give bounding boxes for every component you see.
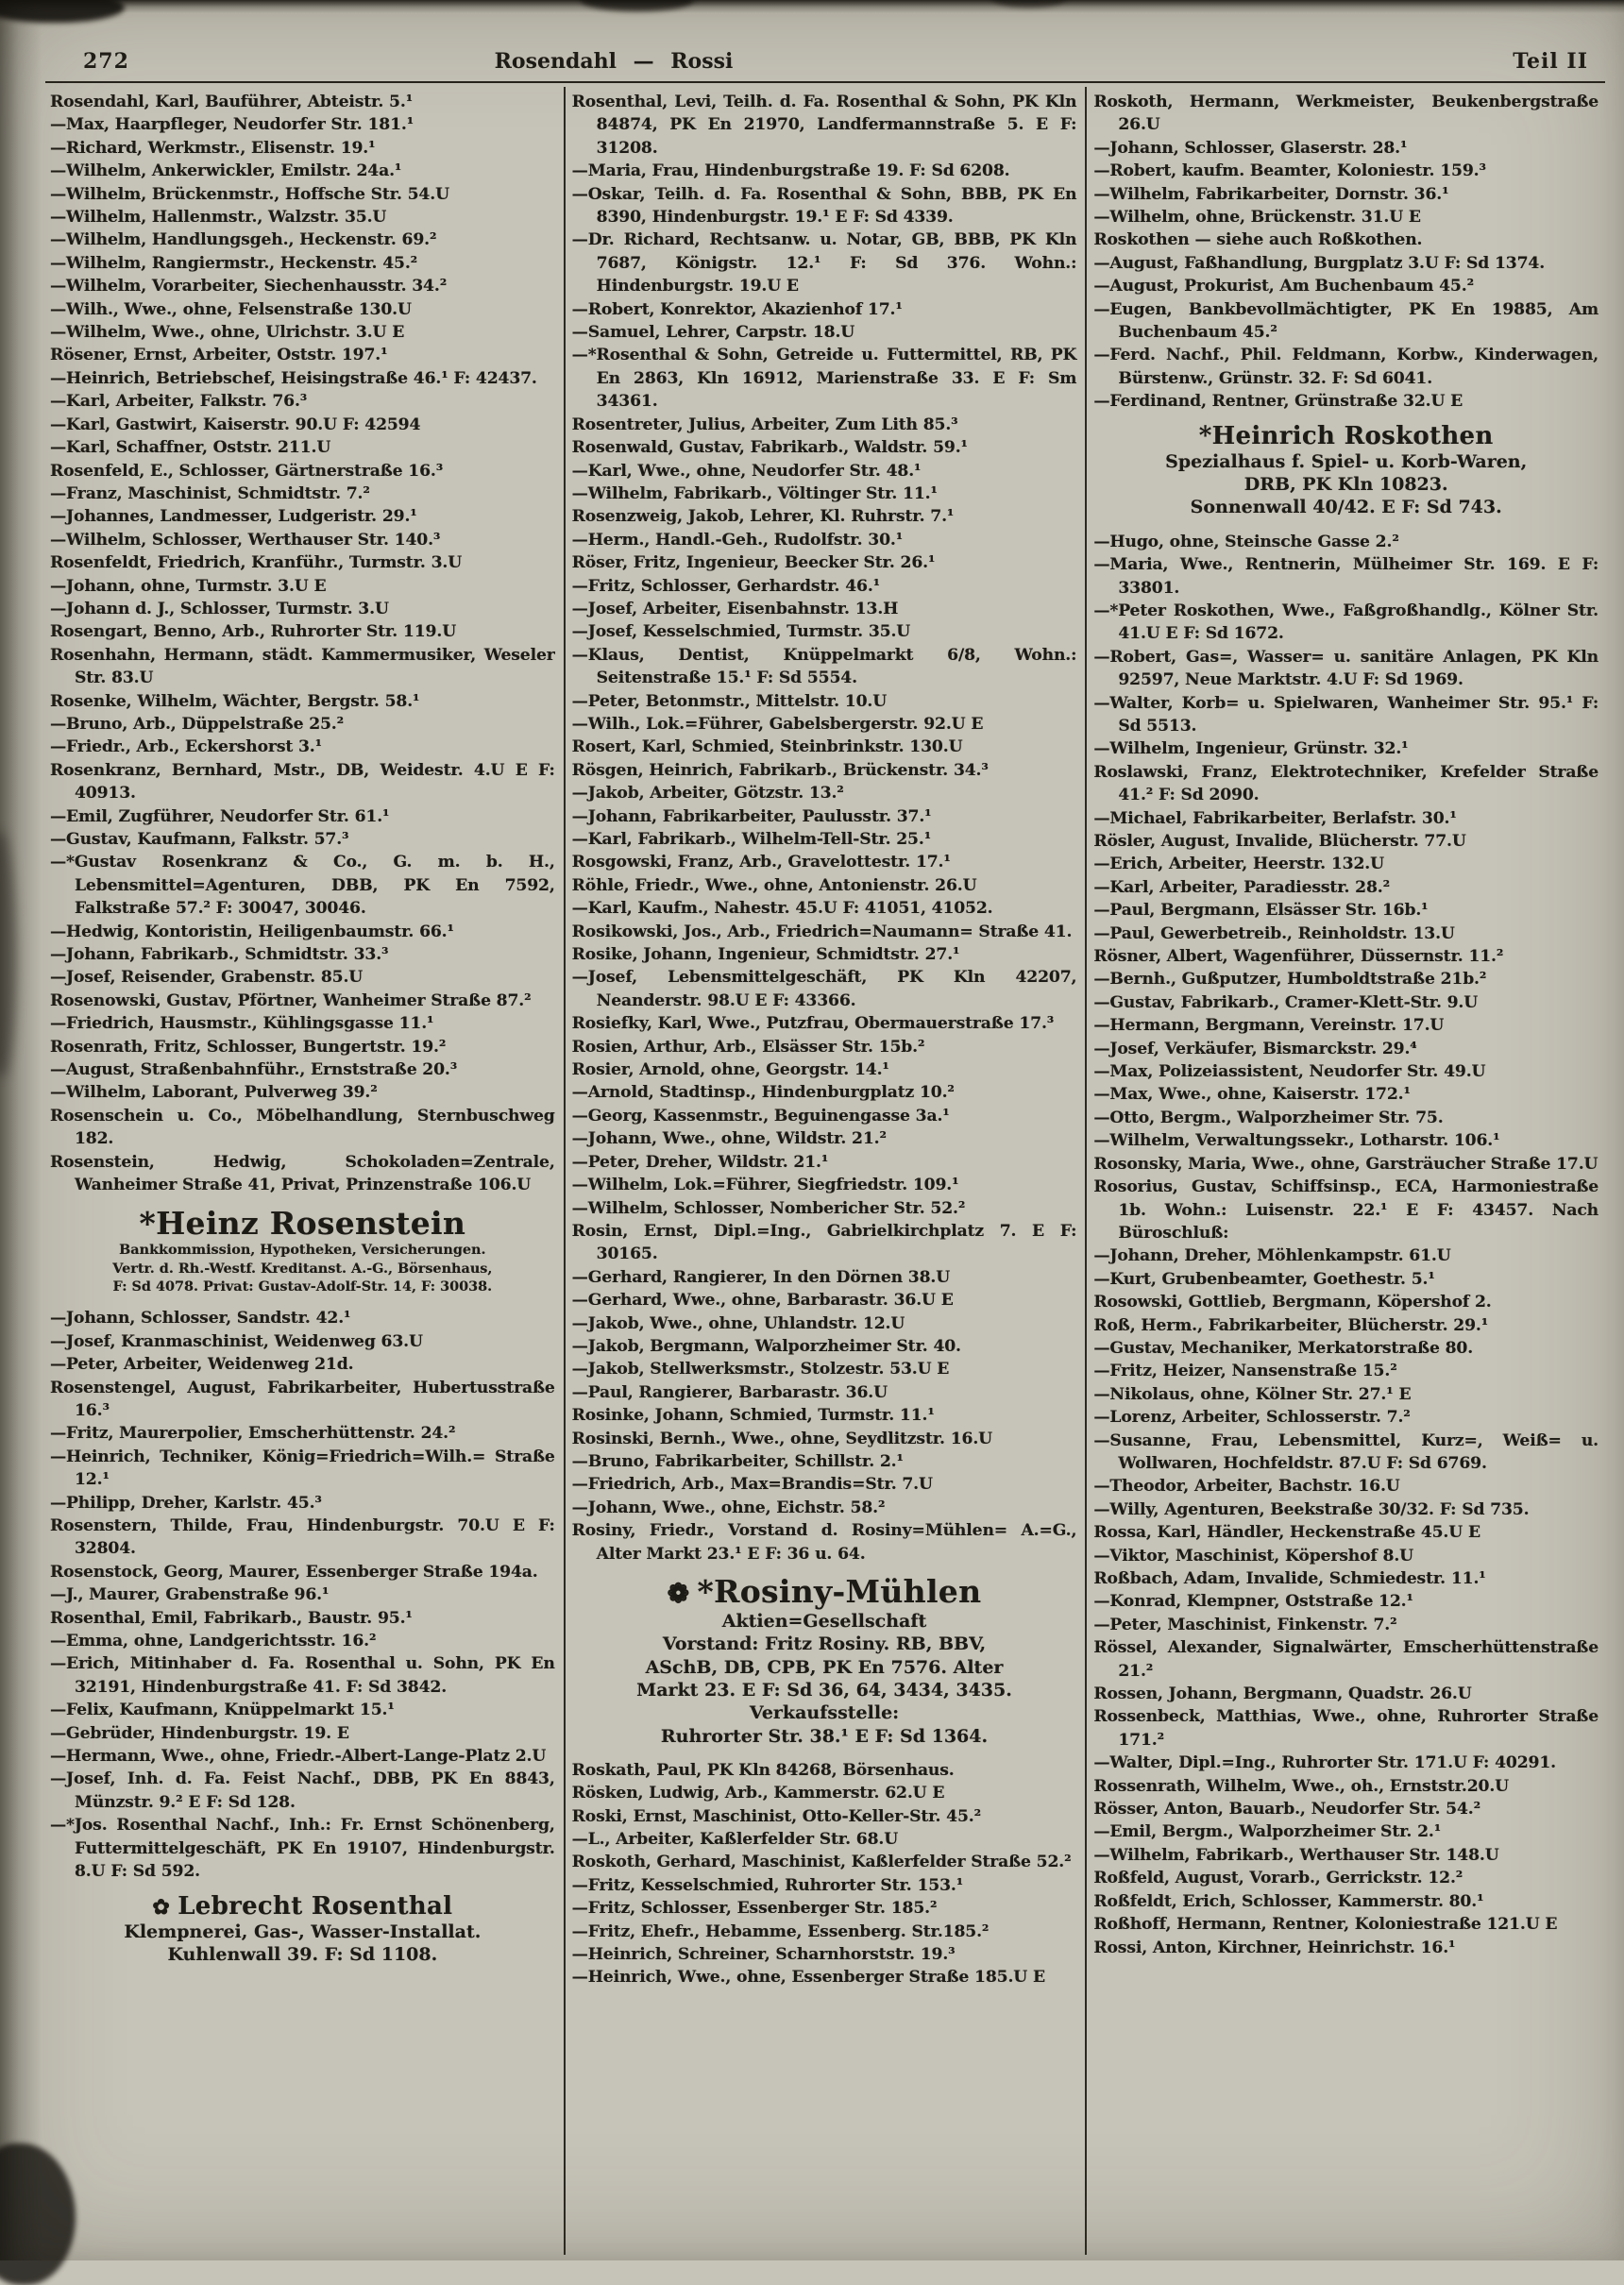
directory-entry: —Johann, ohne, Turmstr. 3.U E	[50, 576, 327, 596]
directory-entry: Rössel, Alexander, Signalwärter, Emscherhüttenstraße 21.²	[1093, 1638, 1599, 1681]
directory-entry: Rossi, Anton, Kirchner, Heinrichstr. 16.¹	[1093, 1938, 1456, 1957]
directory-entry: Rosikowski, Jos., Arb., Friedrich=Naumann= Straße 41.	[571, 922, 1073, 941]
directory-entry: Roslawski, Franz, Elektrotechniker, Krefelder Straße 41.² F: Sd 2090.	[1093, 762, 1599, 805]
directory-entry: Rosenstein, Hedwig, Schokoladen=Zentrale, Wanheimer Straße 41, Privat, Prinzenstraße 106.U	[50, 1152, 555, 1195]
directory-entry: —Gustav, Kaufmann, Falkstr. 57.³	[50, 830, 349, 849]
directory-entry: —Jakob, Stellwerksmstr., Stolzestr. 53.U E	[571, 1360, 950, 1379]
directory-entry: —Susanne, Frau, Lebensmittel, Kurz=, Weiß= u. Wollwaren, Hochfeldstr. 87.U F: Sd 6769.	[1093, 1430, 1599, 1473]
directory-entry: —Josef, Kranmaschinist, Weidenweg 63.U	[50, 1331, 423, 1351]
directory-entry: —Wilhelm, Fabrikarb., Völtinger Str. 11.¹	[571, 483, 938, 503]
directory-entry: Roski, Ernst, Maschinist, Otto-Keller-Str. 45.²	[571, 1806, 981, 1826]
directory-entry: —*Peter Roskothen, Wwe., Faßgroßhandlg., Kölner Str. 41.U E F: Sd 1672.	[1093, 601, 1599, 644]
directory-entry: —Wilhelm, Schlosser, Nombericher Str. 52.²	[571, 1198, 966, 1218]
directory-entry: —August, Faßhandlung, Burgplatz 3.U F: Sd 1374.	[1093, 253, 1546, 273]
directory-entry: —August, Prokurist, Am Buchenbaum 45.²	[1093, 277, 1474, 296]
directory-entry: Rösken, Ludwig, Arb., Kammerstr. 62.U E	[571, 1784, 945, 1803]
directory-entry: —Wilh., Lok.=Führer, Gabelsbergerstr. 92.U E	[571, 714, 984, 734]
directory-entry: Rossenbeck, Matthias, Wwe., ohne, Ruhrorter Straße 171.²	[1093, 1707, 1599, 1750]
directory-entry: —Fritz, Schlosser, Essenberger Str. 185.²	[571, 1899, 938, 1919]
scan-edge-top	[0, 0, 1624, 13]
directory-entry: —Josef, Reisender, Grabenstr. 85.U	[50, 968, 364, 988]
directory-entry: —Robert, Konrektor, Akazienhof 17.¹	[571, 299, 903, 319]
running-head: Rosendahl — Rossi	[494, 49, 734, 74]
advert-line: Sonnenwall 40/42. E F: Sd 743.	[1190, 497, 1502, 518]
directory-entry: —*Gustav Rosenkranz & Co., G. m. b. H., Lebensmittel=Agenturen, DBB, PK En 7592, Falkstraße 57.² F: 30047, 30046.	[50, 853, 555, 919]
directory-entry: —Franz, Maschinist, Schmidtstr. 7.²	[50, 483, 370, 503]
directory-entry: —August, Straßenbahnführ., Ernststraße 20.³	[50, 1060, 458, 1080]
directory-entry: Rosenstengel, August, Fabrikarbeiter, Hubertusstraße 16.³	[50, 1378, 555, 1420]
directory-entry: —Johann, Wwe., ohne, Eichstr. 58.²	[571, 1498, 886, 1517]
directory-entry: —Willy, Agenturen, Beekstraße 30/32. F: Sd 735.	[1093, 1499, 1530, 1519]
directory-entry: —Paul, Bergmann, Elsässer Str. 16b.¹	[1093, 901, 1429, 921]
directory-entry: —Wilhelm, Handlungsgeh., Heckenstr. 69.²	[50, 230, 437, 250]
directory-entry: —Paul, Rangierer, Barbarastr. 36.U	[571, 1382, 888, 1402]
advert-block	[52, 1893, 553, 1967]
directory-entry: Rosien, Arthur, Arb., Elsässer Str. 15b.²	[571, 1037, 925, 1057]
directory-entry: —Gerhard, Rangierer, In den Dörnen 38.U	[571, 1267, 951, 1287]
directory-entry: Rosorius, Gustav, Schiffsinsp., ECA, Harmoniestraße 1b. Wohn.: Luisenstr. 22.¹ E F: 43457. Nach Büroschluß:	[1093, 1177, 1599, 1243]
directory-entry: —Wilhelm, Ankerwickler, Emilstr. 24a.¹	[50, 161, 402, 181]
directory-entry: —Wilhelm, Vorarbeiter, Siechenhausstr. 34.²	[50, 277, 448, 296]
directory-entry: —Karl, Wwe., ohne, Neudorfer Str. 48.¹	[571, 461, 922, 481]
directory-entry: —Heinrich, Techniker, König=Friedrich=Wilh.= Straße 12.¹	[50, 1447, 555, 1490]
directory-entry: —Heinrich, Betriebschef, Heisingstraße 46.¹ F: 42437.	[50, 368, 537, 388]
directory-entry: Rosinski, Bernh., Wwe., ohne, Seydlitzstr. 16.U	[571, 1429, 993, 1448]
directory-entry: —Max, Haarpfleger, Neudorfer Str. 181.¹	[50, 115, 414, 135]
directory-entry: —Fritz, Ehefr., Hebamme, Essenberg. Str.185.²	[571, 1921, 990, 1941]
directory-entry: —J., Maurer, Grabenstraße 96.¹	[50, 1585, 330, 1605]
directory-entry: Rossa, Karl, Händler, Heckenstraße 45.U E	[1093, 1523, 1480, 1543]
directory-entry: Rosenfeld, E., Schlosser, Gärtnerstraße 16.³	[50, 461, 444, 481]
directory-entry: Rosendahl, Karl, Bauführer, Abteistr. 5.¹	[50, 93, 414, 111]
directory-entry: —Wilh., Wwe., ohne, Felsenstraße 130.U	[50, 299, 412, 319]
directory-entry: Rosenowski, Gustav, Pförtner, Wanheimer Straße 87.²	[50, 990, 532, 1010]
directory-entry: —Wilhelm, Laborant, Pulverweg 39.²	[50, 1083, 378, 1103]
directory-entry: Röser, Fritz, Ingenieur, Beecker Str. 26.¹	[571, 553, 936, 573]
directory-entry: —Friedr., Arb., Eckershorst 3.¹	[50, 737, 322, 757]
directory-entry: Roskoth, Hermann, Werkmeister, Beukenbergstraße 26.U	[1093, 93, 1599, 135]
directory-entry: —Emil, Bergm., Walporzheimer Str. 2.¹	[1093, 1822, 1442, 1842]
directory-entry: —Maria, Frau, Hindenburgstraße 19. F: Sd 6208.	[571, 161, 1010, 181]
advert-line: Aktien=Gesellschaft	[721, 1610, 927, 1632]
directory-entry: —Felix, Kaufmann, Knüppelmarkt 15.¹	[50, 1701, 395, 1720]
directory-entry: —Fritz, Schlosser, Gerhardstr. 46.¹	[571, 576, 881, 596]
directory-entry: —Josef, Inh. d. Fa. Feist Nachf., DBB, PK En 8843, Münzstr. 9.² E F: Sd 128.	[50, 1769, 555, 1812]
directory-entry: —Dr. Richard, Rechtsanw. u. Notar, GB, BBB, PK Kln 7687, Königstr. 12.¹ F: Sd 376. Wohn.: Hindenburgstr. 19.U E	[571, 230, 1077, 296]
directory-entry: —Jakob, Wwe., ohne, Uhlandstr. 12.U	[571, 1313, 905, 1333]
directory-entry: Rösner, Albert, Wagenführer, Düssernstr. 11.²	[1093, 947, 1504, 967]
directory-entry: —Wilhelm, Fabrikarb., Werthauser Str. 148.U	[1093, 1845, 1499, 1865]
directory-entry: Roßhoff, Hermann, Rentner, Koloniestraße 121.U E	[1093, 1915, 1558, 1935]
directory-entry: —Karl, Arbeiter, Falkstr. 76.³	[50, 392, 308, 412]
directory-entry: —Samuel, Lehrer, Carpstr. 18.U	[571, 323, 855, 343]
directory-entry: —Peter, Betonmstr., Mittelstr. 10.U	[571, 691, 888, 711]
directory-entry: —Heinrich, Schreiner, Scharnhorststr. 19.³	[571, 1945, 956, 1965]
directory-entry: Rosenke, Wilhelm, Wächter, Bergstr. 58.¹	[50, 691, 420, 711]
directory-entry: —Richard, Werkmstr., Elisenstr. 19.¹	[50, 138, 376, 158]
directory-entry: —Wilhelm, ohne, Brückenstr. 31.U E	[1093, 208, 1421, 228]
directory-entry: —Ferdinand, Rentner, Grünstraße 32.U E	[1093, 392, 1463, 412]
directory-entry: —Nikolaus, ohne, Kölner Str. 27.¹ E	[1093, 1384, 1412, 1404]
directory-entry: —Konrad, Klempner, Oststraße 12.¹	[1093, 1592, 1413, 1612]
directory-entry: Rosenzweig, Jakob, Lehrer, Kl. Ruhrstr. 7.¹	[571, 507, 955, 527]
advert-title: *Heinz Rosenstein	[139, 1204, 466, 1242]
directory-entry: Rosenhahn, Hermann, städt. Kammermusiker, Weseler Str. 83.U	[50, 645, 555, 688]
directory-entry: —Robert, kaufm. Beamter, Koloniestr. 159.³	[1093, 161, 1486, 181]
advert-line: Spezialhaus f. Spiel- u. Korb-Waren,	[1165, 450, 1528, 472]
column-1	[43, 87, 564, 2255]
directory-entry: —Erich, Arbeiter, Heerstr. 132.U	[1093, 855, 1384, 874]
directory-entry: Rösener, Ernst, Arbeiter, Oststr. 197.¹	[50, 346, 388, 365]
directory-entry: —Max, Polizeiassistent, Neudorfer Str. 49.U	[1093, 1062, 1486, 1082]
advert-title: *Heinrich Roskothen	[1198, 421, 1494, 450]
advert-line: Kuhlenwall 39. F: Sd 1108.	[167, 1943, 438, 1965]
directory-entry: —Michael, Fabrikarbeiter, Berlafstr. 30.¹	[1093, 808, 1457, 828]
directory-entry: Rossen, Johann, Bergmann, Quadstr. 26.U	[1093, 1684, 1472, 1704]
advert-line: Vertr. d. Rh.-Westf. Kreditanst. A.-G., Börsenhaus,	[112, 1260, 493, 1277]
directory-entry: —Karl, Gastwirt, Kaiserstr. 90.U F: 42594	[50, 415, 421, 434]
directory-entry: Rösgen, Heinrich, Fabrikarb., Brückenstr. 34.³	[571, 760, 989, 780]
directory-entry: —Bernh., Gußputzer, Humboldtstraße 21b.²	[1093, 970, 1487, 990]
directory-entry: —Josef, Kesselschmied, Turmstr. 35.U	[571, 622, 911, 642]
directory-entry: —Theodor, Arbeiter, Bachstr. 16.U	[1093, 1477, 1400, 1497]
directory-entry: Rosert, Karl, Schmied, Steinbrinkstr. 130.U	[571, 737, 963, 757]
directory-entry: Rossenrath, Wilhelm, Wwe., oh., Ernststr.20.U	[1093, 1776, 1510, 1796]
directory-entry: —Peter, Maschinist, Finkenstr. 7.²	[1093, 1615, 1397, 1634]
part-label: Teil II	[1513, 49, 1588, 74]
directory-entry: —Wilhelm, Wwe., ohne, Ulrichstr. 3.U E	[50, 323, 405, 343]
directory-entry: Roßbach, Adam, Invalide, Schmiedestr. 11.¹	[1093, 1569, 1486, 1589]
directory-entry: Roskath, Paul, PK Kln 84268, Börsenhaus.	[571, 1760, 955, 1780]
directory-entry: —Paul, Gewerbetreib., Reinholdstr. 13.U	[1093, 923, 1455, 943]
directory-entry: Rosenfeldt, Friedrich, Kranführ., Turmstr. 3.U	[50, 553, 463, 573]
directory-entry: —Wilhelm, Ingenieur, Grünstr. 32.¹	[1093, 739, 1409, 759]
directory-entry: —Johann, Fabrikarbeiter, Paulusstr. 37.¹	[571, 806, 932, 826]
page-header	[47, 47, 1601, 77]
directory-entry: —Johann d. J., Schlosser, Turmstr. 3.U	[50, 599, 389, 618]
advert-line: Ruhrorter Str. 38.¹ E F: Sd 1364.	[660, 1725, 989, 1747]
directory-entry: Rosonsky, Maria, Wwe., ohne, Garsträucher Straße 17.U	[1093, 1154, 1599, 1174]
advert-title: ✿ Lebrecht Rosenthal	[152, 1891, 453, 1921]
column-2	[564, 87, 1086, 2255]
directory-entry: —Wilhelm, Verwaltungssekr., Lotharstr. 106.¹	[1093, 1131, 1500, 1151]
directory-entry: Rosike, Johann, Ingenieur, Schmidtstr. 27.¹	[571, 945, 960, 965]
directory-entry: —Fritz, Kesselschmied, Ruhrorter Str. 153.¹	[571, 1875, 964, 1895]
directory-entry: —Johannes, Landmesser, Ludgeristr. 29.¹	[50, 507, 417, 527]
directory-entry: Roß, Herm., Fabrikarbeiter, Blücherstr. 29.¹	[1093, 1315, 1489, 1335]
advert-line: F: Sd 4078. Privat: Gustav-Adolf-Str. 14, F: 30038.	[112, 1278, 493, 1295]
directory-entry: Rosenstock, Georg, Maurer, Essenberger Straße 194a.	[50, 1562, 538, 1582]
directory-entry: —Josef, Verkäufer, Bismarckstr. 29.⁴	[1093, 1039, 1417, 1058]
directory-entry: —Walter, Dipl.=Ing., Ruhrorter Str. 171.U F: 40291.	[1093, 1753, 1556, 1773]
directory-entry: Rosgowski, Franz, Arb., Gravelottestr. 17.¹	[571, 853, 951, 872]
directory-entry: —Herm., Handl.-Geh., Rudolfstr. 30.¹	[571, 530, 904, 550]
directory-entry: Rosentreter, Julius, Arbeiter, Zum Lith 85.³	[571, 415, 958, 434]
directory-entry: Rosiny, Friedr., Vorstand d. Rosiny=Mühlen= A.=G., Alter Markt 23.¹ E F: 36 u. 64.	[571, 1521, 1077, 1564]
directory-entry: Rosenrath, Fritz, Schlosser, Bungertstr. 19.²	[50, 1037, 447, 1057]
scan-blot	[0, 0, 125, 23]
directory-entry: —Josef, Arbeiter, Eisenbahnstr. 13.H	[571, 599, 899, 618]
directory-entry: —Emil, Zugführer, Neudorfer Str. 61.¹	[50, 806, 390, 826]
directory-entry: —Wilhelm, Rangiermstr., Heckenstr. 45.²	[50, 253, 418, 273]
advert-title: ❁ *Rosiny-Mühlen	[667, 1573, 982, 1610]
directory-entry: —Fritz, Maurerpolier, Emscherhüttenstr. 24.²	[50, 1424, 456, 1444]
directory-entry: —Walter, Korb= u. Spielwaren, Wanheimer Str. 95.¹ F: Sd 5513.	[1093, 693, 1599, 736]
directory-entry: —Kurt, Grubenbeamter, Goethestr. 5.¹	[1093, 1269, 1435, 1289]
directory-entry: —Ferd. Nachf., Phil. Feldmann, Korbw., Kinderwagen, Bürstenw., Grünstr. 32. F: Sd 6041.	[1093, 346, 1599, 388]
directory-entry: —Josef, Lebensmittelgeschäft, PK Kln 42207, Neanderstr. 98.U E F: 43366.	[571, 968, 1077, 1010]
directory-entry: —Johann, Wwe., ohne, Wildstr. 21.²	[571, 1129, 887, 1149]
directory-entry: Rosenthal, Emil, Fabrikarb., Baustr. 95.¹	[50, 1608, 413, 1628]
directory-entry: Rosenwald, Gustav, Fabrikarb., Waldstr. 59.¹	[571, 438, 968, 458]
column-3	[1085, 87, 1607, 2255]
directory-entry: —Karl, Schaffner, Oststr. 211.U	[50, 438, 331, 458]
directory-entry: —Johann, Schlosser, Glaserstr. 28.¹	[1093, 138, 1408, 158]
directory-entry: Rosengart, Benno, Arb., Ruhrorter Str. 119.U	[50, 622, 457, 642]
directory-entry: Rosenstern, Thilde, Frau, Hindenburgstr. 70.U E F: 32804.	[50, 1516, 555, 1559]
directory-entry: —Gerhard, Wwe., ohne, Barbarastr. 36.U E	[571, 1291, 954, 1311]
directory-entry: —Bruno, Fabrikarbeiter, Schillstr. 2.¹	[571, 1451, 904, 1471]
directory-entry: —Hugo, ohne, Steinsche Gasse 2.²	[1093, 532, 1399, 551]
directory-entry: —Klaus, Dentist, Knüppelmarkt 6/8, Wohn.: Seitenstraße 15.¹ F: Sd 5554.	[571, 645, 1077, 688]
scan-edge-left	[0, 0, 42, 2260]
gear-logo: ❁	[667, 1578, 690, 1609]
directory-entry: Rosowski, Gottlieb, Bergmann, Köpershof 2.	[1093, 1293, 1492, 1312]
directory-entry: —Karl, Fabrikarb., Wilhelm-Tell-Str. 25.¹	[571, 830, 932, 849]
rosette-logo: ✿	[152, 1894, 171, 1920]
directory-entry: Rösser, Anton, Bauarb., Neudorfer Str. 54.²	[1093, 1800, 1480, 1820]
directory-entry: —Robert, Gas=, Wasser= u. sanitäre Anlagen, PK Kln 92597, Neue Marktstr. 4.U F: Sd 1969.	[1093, 647, 1599, 690]
directory-entry: Roßfeldt, Erich, Schlosser, Kammerstr. 80.¹	[1093, 1891, 1484, 1911]
advert-line: Markt 23. E F: Sd 36, 64, 3434, 3435.	[636, 1679, 1012, 1701]
page-number: 272	[83, 49, 129, 74]
directory-entry: —Peter, Arbeiter, Weidenweg 21d.	[50, 1355, 354, 1375]
directory-entry: —Hermann, Bergmann, Vereinstr. 17.U	[1093, 1016, 1445, 1036]
directory-entry: —Eugen, Bankbevollmächtigter, PK En 19885, Am Buchenbaum 45.²	[1093, 299, 1599, 343]
directory-entry: —Wilhelm, Brückenmstr., Hoffsche Str. 54.U	[50, 184, 449, 204]
advert-block	[574, 1575, 1075, 1748]
directory-entry: —Wilhelm, Hallenmstr., Walzstr. 35.U	[50, 208, 387, 228]
directory-entry: —Hedwig, Kontoristin, Heiligenbaumstr. 66.¹	[50, 922, 454, 941]
directory-entry: —Max, Wwe., ohne, Kaiserstr. 172.¹	[1093, 1085, 1411, 1105]
directory-entry: —Fritz, Heizer, Nansenstraße 15.²	[1093, 1362, 1397, 1381]
directory-entry: —Emma, ohne, Landgerichtsstr. 16.²	[50, 1632, 377, 1651]
directory-entry: —Friedrich, Hausmstr., Kühlingsgasse 11.¹	[50, 1014, 434, 1034]
directory-entry: —Karl, Arbeiter, Paradiesstr. 28.²	[1093, 877, 1391, 897]
directory-entry: —Gustav, Fabrikarb., Cramer-Klett-Str. 9.U	[1093, 992, 1479, 1012]
directory-entry: —Viktor, Maschinist, Köpershof 8.U	[1093, 1546, 1413, 1566]
directory-entry: —Oskar, Teilh. d. Fa. Rosenthal & Sohn, BBB, PK En 8390, Hindenburgstr. 19.¹ E F: Sd 4339.	[571, 184, 1077, 228]
directory-entry: —Peter, Dreher, Wildstr. 21.¹	[571, 1152, 829, 1172]
directory-entry: Rosiefky, Karl, Wwe., Putzfrau, Obermauerstraße 17.³	[571, 1014, 1055, 1034]
directory-entry: —Gustav, Mechaniker, Merkatorstraße 80.	[1093, 1338, 1474, 1358]
directory-columns	[43, 87, 1607, 2255]
directory-entry: —Johann, Schlosser, Sandstr. 42.¹	[50, 1309, 351, 1329]
advert-block	[52, 1204, 553, 1296]
directory-entry: Roskoth, Gerhard, Maschinist, Kaßlerfelder Straße 52.²	[571, 1853, 1072, 1872]
directory-entry: —Heinrich, Wwe., ohne, Essenberger Straße 185.U E	[571, 1968, 1045, 1988]
directory-entry: Rosenthal, Levi, Teilh. d. Fa. Rosenthal & Sohn, PK Kln 84874, PK En 21970, Landfermannstraße 5. E F: 31208.	[571, 93, 1077, 158]
directory-entry: Roßfeld, August, Vorarb., Gerrickstr. 12.²	[1093, 1869, 1463, 1888]
directory-entry: Rosinke, Johann, Schmied, Turmstr. 11.¹	[571, 1406, 935, 1426]
directory-entry: —Gebrüder, Hindenburgstr. 19. E	[50, 1723, 349, 1743]
directory-entry: Roskothen — siehe auch Roßkothen.	[1093, 230, 1423, 250]
directory-entry: —Karl, Kaufm., Nahestr. 45.U F: 41051, 41052.	[571, 899, 993, 919]
directory-entry: —Wilhelm, Lok.=Führer, Siegfriedstr. 109.¹	[571, 1176, 959, 1195]
directory-entry: —*Rosenthal & Sohn, Getreide u. Futtermittel, RB, PK En 2863, Kln 16912, Marienstraße 33. E F: Sm 34361.	[571, 346, 1077, 412]
directory-entry: —Wilhelm, Fabrikarbeiter, Dornstr. 36.¹	[1093, 184, 1449, 204]
directory-entry: Rosenkranz, Bernhard, Mstr., DB, Weidestr. 4.U E F: 40913.	[50, 760, 555, 804]
advert-line: DRB, PK Kln 10823.	[1243, 474, 1448, 496]
directory-entry: —Jakob, Arbeiter, Götzstr. 13.²	[571, 784, 844, 804]
directory-entry: —Lorenz, Arbeiter, Schlosserstr. 7.²	[1093, 1408, 1411, 1428]
directory-entry: —Jakob, Bergmann, Walporzheimer Str. 40.	[571, 1336, 961, 1356]
header-rule	[45, 81, 1605, 83]
advert-line: Vorstand: Fritz Rosiny. RB, BBV,	[662, 1633, 987, 1655]
directory-entry: Rosenschein u. Co., Möbelhandlung, Sternbuschweg 182.	[50, 1106, 555, 1149]
advert-line: Verkaufsstelle:	[749, 1702, 900, 1724]
directory-entry: —Johann, Dreher, Möhlenkampstr. 61.U	[1093, 1246, 1451, 1266]
directory-entry: —Maria, Wwe., Rentnerin, Mülheimer Str. 169. E F: 33801.	[1093, 555, 1599, 598]
directory-entry: —*Jos. Rosenthal Nachf., Inh.: Fr. Ernst Schönenberg, Futtermittelgeschäft, PK En 19107, Hindenburgstr. 8.U F: Sd 592.	[50, 1816, 555, 1882]
directory-entry: —Georg, Kassenmstr., Beguinengasse 3a.¹	[571, 1106, 950, 1126]
directory-entry: —Wilhelm, Schlosser, Werthauser Str. 140.³	[50, 530, 441, 550]
advert-line: Bankkommission, Hypotheken, Versicherungen.	[119, 1242, 486, 1259]
directory-entry: —Otto, Bergm., Walporzheimer Str. 75.	[1093, 1108, 1444, 1127]
directory-entry: —L., Arbeiter, Kaßlerfelder Str. 68.U	[571, 1830, 899, 1850]
directory-entry: Röhle, Friedr., Wwe., ohne, Antonienstr. 26.U	[571, 875, 977, 895]
directory-entry: —Bruno, Arb., Düppelstraße 25.²	[50, 714, 345, 734]
directory-entry: Rosier, Arnold, ohne, Georgstr. 14.¹	[571, 1060, 889, 1080]
directory-entry: Rosin, Ernst, Dipl.=Ing., Gabrielkirchplatz 7. E F: 30165.	[571, 1221, 1077, 1264]
directory-entry: —Friedrich, Arb., Max=Brandis=Str. 7.U	[571, 1475, 933, 1495]
directory-entry: —Philipp, Dreher, Karlstr. 45.³	[50, 1493, 322, 1513]
advert-block	[1095, 423, 1597, 519]
directory-entry: Rösler, August, Invalide, Blücherstr. 77.U	[1093, 832, 1466, 852]
advert-line: Klempnerei, Gas-, Wasser-Installat.	[124, 1921, 482, 1942]
advert-line: ASchB, DB, CPB, PK En 7576. Alter	[645, 1656, 1004, 1678]
directory-entry: —Hermann, Wwe., ohne, Friedr.-Albert-Lange-Platz 2.U	[50, 1747, 547, 1767]
directory-entry: —Erich, Mitinhaber d. Fa. Rosenthal u. Sohn, PK En 32191, Hindenburgstraße 41. F: Sd 3842.	[50, 1654, 555, 1697]
directory-entry: —Johann, Fabrikarb., Schmidtstr. 33.³	[50, 945, 389, 965]
directory-entry: —Arnold, Stadtinsp., Hindenburgplatz 10.²	[571, 1083, 955, 1103]
